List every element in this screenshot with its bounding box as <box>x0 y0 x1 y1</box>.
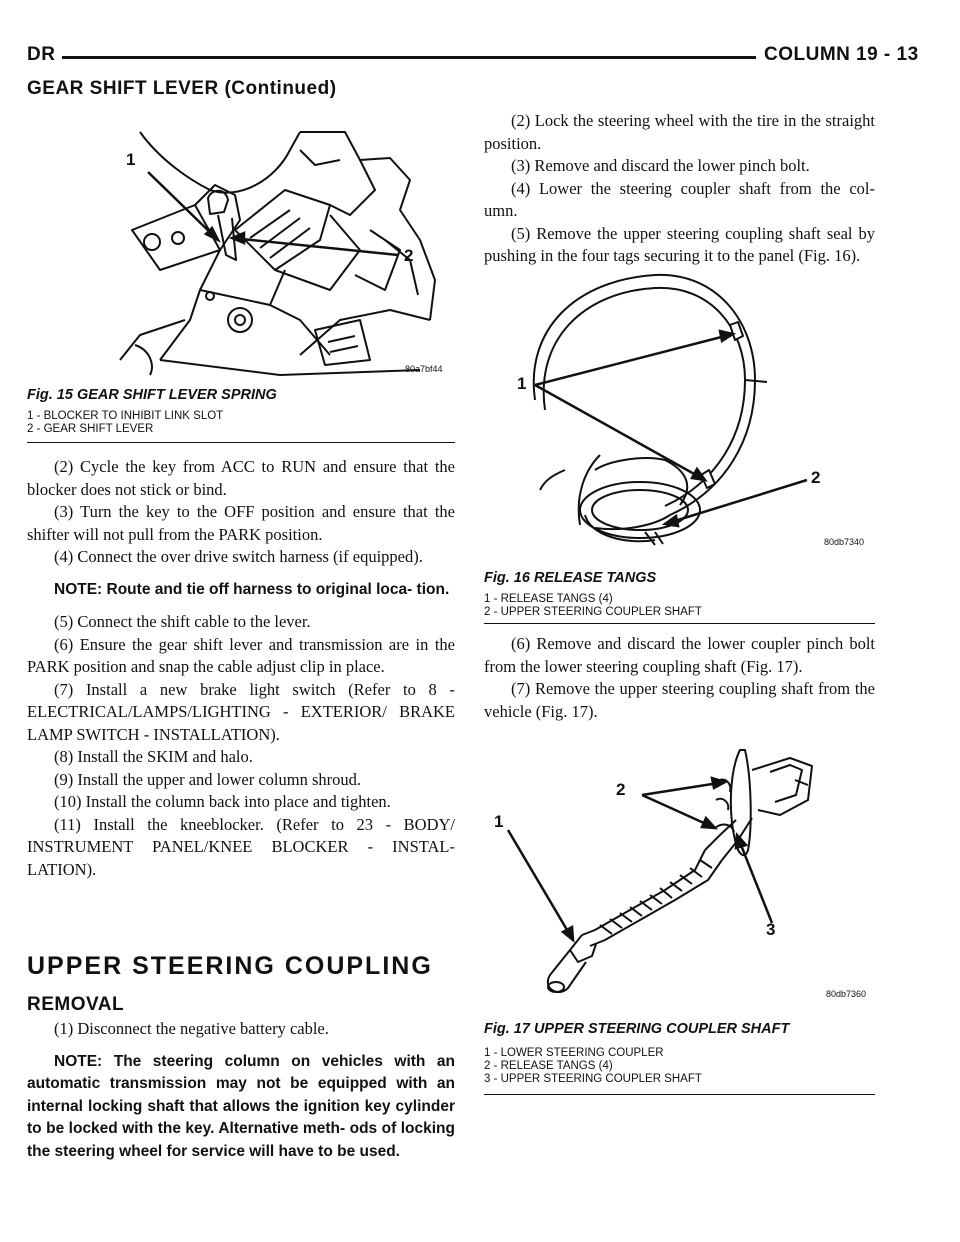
fig17-legend-item: 2 - RELEASE TANGS (4) <box>484 1060 613 1072</box>
figure-17 <box>490 740 875 1005</box>
step-paragraph: (6) Remove and discard the lower coupler pinch bolt from the lower steering coupling shaft (Fig. 17). <box>484 634 875 676</box>
step-paragraph: (2) Lock the steering wheel with the tire in the straight position. <box>484 111 875 153</box>
fig15-caption: Fig. 15 GEAR SHIFT LEVER SPRING <box>27 387 277 403</box>
fig16-legend-item: 2 - UPPER STEERING COUPLER SHAFT <box>484 606 702 618</box>
fig17-callout-1: 1 <box>494 812 504 831</box>
fig15-code: 80a7bf44 <box>405 364 443 374</box>
fig15-callout-1: 1 <box>126 150 136 169</box>
fig15-legend <box>27 410 223 436</box>
fig15-callout-2: 2 <box>404 246 414 265</box>
fig16-code: 80db7340 <box>824 537 865 547</box>
left-column-removal-text <box>27 1018 455 1163</box>
figure-16-illustration <box>505 270 875 555</box>
note-text: NOTE: Route and tie off harness to original loca- tion. <box>54 580 450 598</box>
header-section: COLUMN <box>764 44 851 65</box>
fig16-caption: Fig. 16 RELEASE TANGS <box>484 570 657 586</box>
fig16-callout-2: 2 <box>811 468 821 487</box>
step-paragraph: (10) Install the column back into place and tighten. <box>54 792 391 811</box>
step-paragraph: (5) Remove the upper steering coupling shaft seal by pushing in the four tags securing it to the panel (Fig. 16). <box>484 223 875 265</box>
step-paragraph: (1) Disconnect the negative battery cable. <box>54 1019 329 1038</box>
left-column-text <box>27 456 455 881</box>
step-paragraph: (9) Install the upper and lower column shroud. <box>54 769 362 789</box>
subsection-heading: REMOVAL <box>27 994 125 1015</box>
step-paragraph: (11) Install the kneeblocker. (Refer to 23 - BODY/ INSTRUMENT PANEL/KNEE BLOCKER - INSTAL- LATION). <box>27 814 455 879</box>
step-paragraph: (4) Connect the over drive switch harness (if equipped). <box>54 547 423 566</box>
section-heading: UPPER STEERING COUPLING <box>27 952 433 980</box>
figure-16 <box>505 270 875 555</box>
header-rule <box>62 56 756 59</box>
fig16-callout-1: 1 <box>517 374 527 393</box>
continued-title: GEAR SHIFT LEVER (Continued) <box>27 78 337 99</box>
step-paragraph: (8) Install the SKIM and halo. <box>54 747 253 766</box>
fig15-legend-item: 2 - GEAR SHIFT LEVER <box>27 423 154 435</box>
step-paragraph: (6) Ensure the gear shift lever and transmission are in the PARK position and snap the cable adjust clip in place. <box>27 634 455 676</box>
step-paragraph: (4) Lower the steering coupler shaft from the col- umn. <box>484 178 875 220</box>
fig17-callout-3: 3 <box>766 920 776 939</box>
right-column-text-bottom <box>484 633 875 723</box>
fig15-rule <box>27 442 455 443</box>
note-text: NOTE: The steering column on vehicles with an automatic transmission may not be equipped with an internal locking shaft that allows the ignition key cylinder to be locked with the key. Alternative meth- ods of locking the steering wheel for service will have to be used. <box>27 1052 455 1160</box>
step-paragraph: (5) Connect the shift cable to the lever. <box>54 612 311 631</box>
fig16-rule <box>484 623 875 624</box>
fig15-legend-item: 1 - BLOCKER TO INHIBIT LINK SLOT <box>27 410 224 422</box>
right-column-text-top <box>484 110 875 268</box>
fig17-rule <box>484 1094 875 1095</box>
fig17-code: 80db7360 <box>826 989 867 999</box>
fig16-legend <box>484 593 702 619</box>
header-left: DR <box>27 44 56 65</box>
fig17-legend-item: 1 - LOWER STEERING COUPLER <box>484 1047 664 1059</box>
step-paragraph: (7) Remove the upper steering coupling shaft from the vehicle (Fig. 17). <box>484 679 875 721</box>
fig17-legend-item: 3 - UPPER STEERING COUPLER SHAFT <box>484 1073 702 1085</box>
fig17-callout-2: 2 <box>616 780 626 799</box>
step-paragraph: (7) Install a new brake light switch (Refer to 8 - ELECTRICAL/LAMPS/LIGHTING - EXTERIOR/ BRAKE LAMP SWITCH - INSTALLATION). <box>27 679 455 744</box>
step-paragraph: (3) Turn the key to the OFF position and ensure that the shifter will not pull from the PARK position. <box>27 502 455 544</box>
figure-15 <box>100 120 460 385</box>
header-page-number: 19 - 13 <box>856 44 919 65</box>
step-paragraph: (2) Cycle the key from ACC to RUN and ensure that the blocker does not stick or bind. <box>27 457 455 499</box>
step-paragraph: (3) Remove and discard the lower pinch bolt. <box>511 156 810 175</box>
fig16-legend-item: 1 - RELEASE TANGS (4) <box>484 593 613 605</box>
fig17-caption: Fig. 17 UPPER STEERING COUPLER SHAFT <box>484 1021 790 1037</box>
figure-17-illustration <box>490 740 875 1005</box>
fig17-legend <box>484 1047 702 1086</box>
